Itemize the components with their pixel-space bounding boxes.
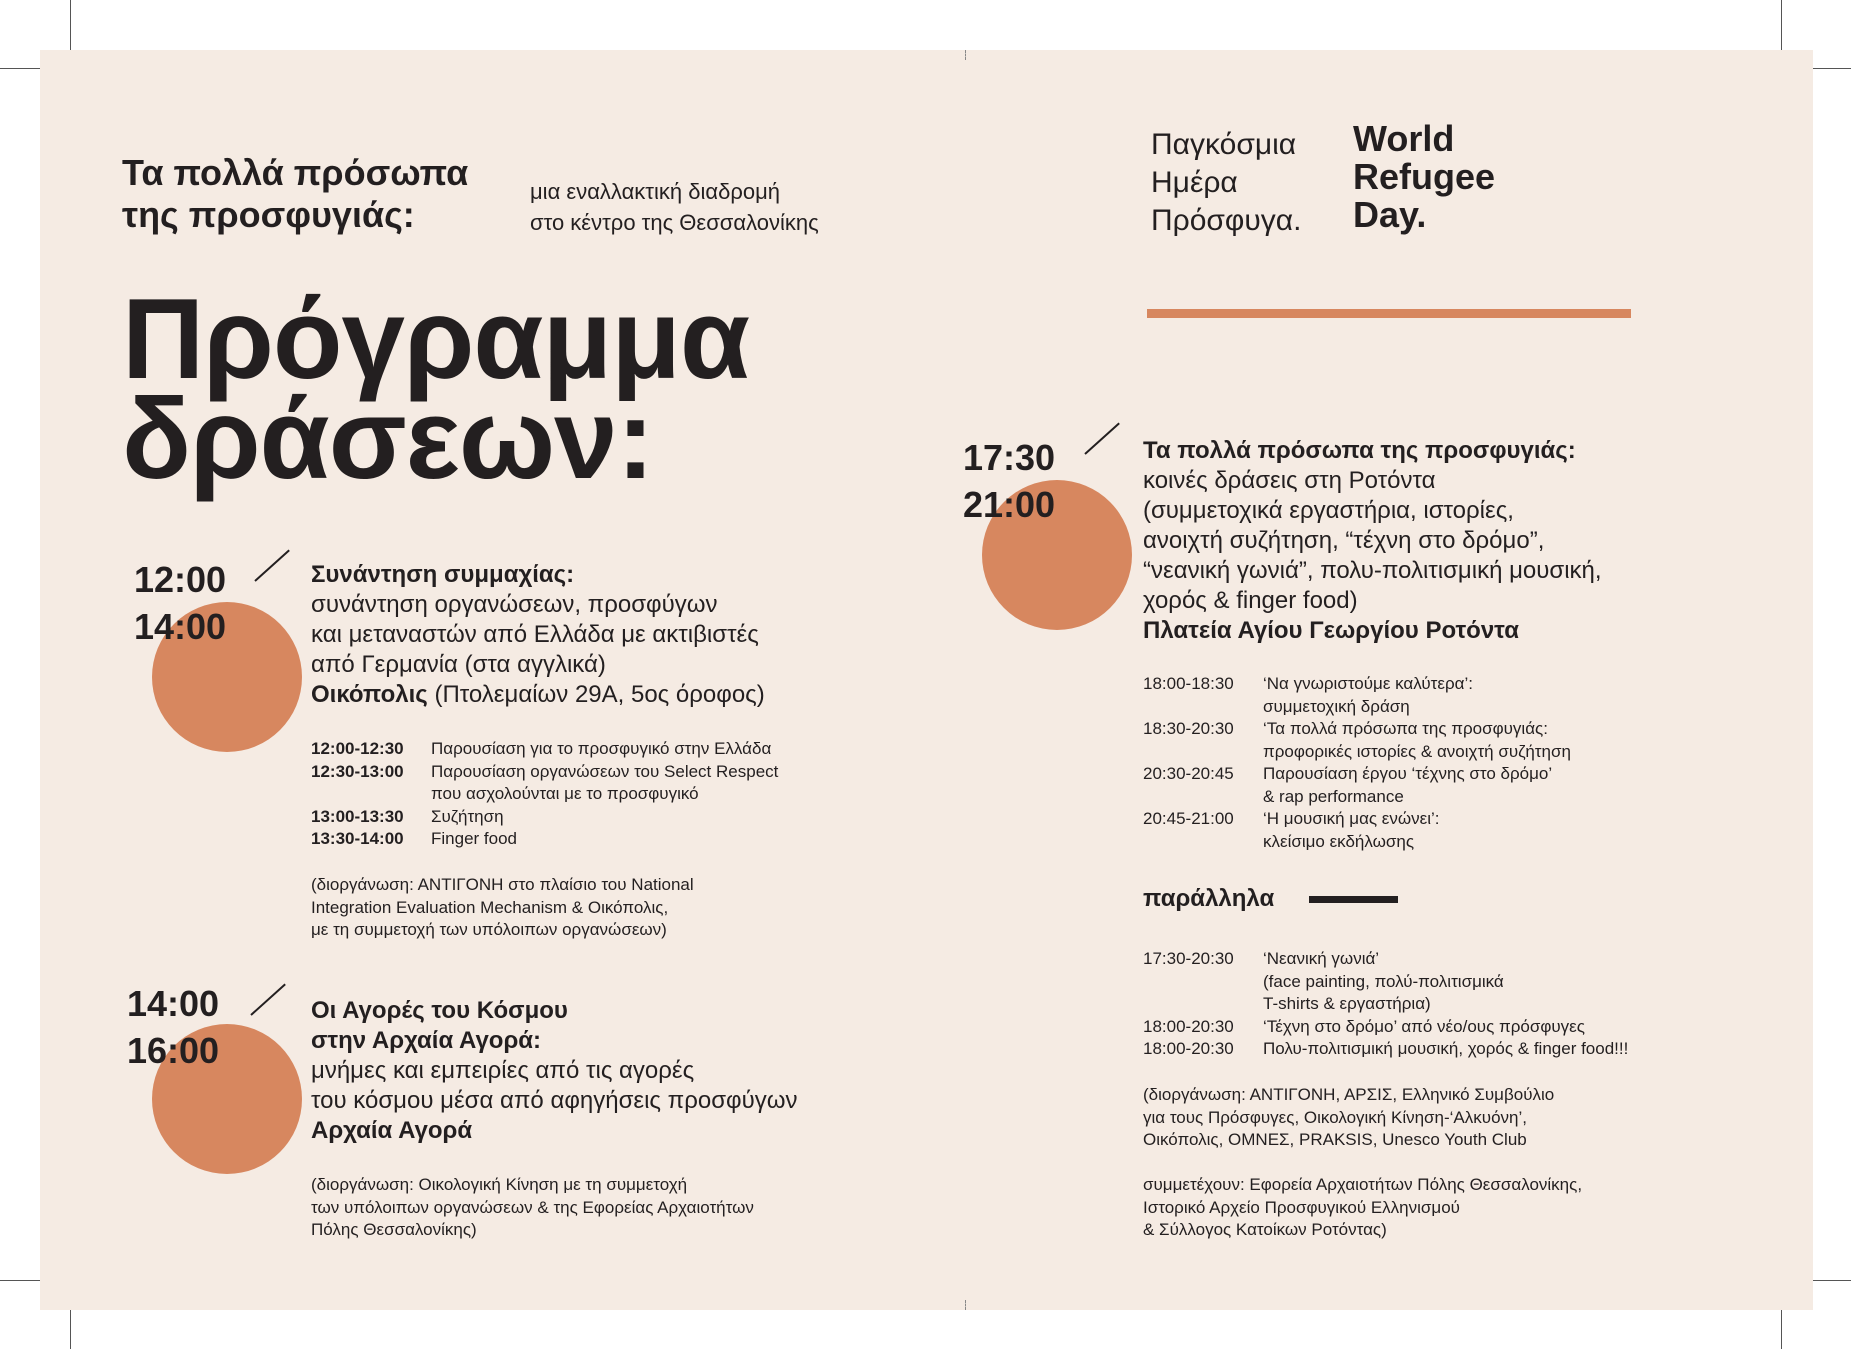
schedule-row <box>1143 786 1703 809</box>
event1-venue <box>311 680 871 710</box>
schedule-row <box>1143 948 1763 971</box>
parallel-organizers <box>1143 1084 1763 1152</box>
event3-details <box>1143 436 1663 646</box>
event2-title: στην Αρχαία Αγορά: <box>311 1027 542 1054</box>
brand-greek <box>1151 126 1301 240</box>
schedule-time <box>311 783 431 806</box>
program-title-line: Πρόγραμμα <box>122 276 750 403</box>
organizers-line: (διοργάνωση: Οικολογική Κίνηση με τη συμμετοχή <box>311 1175 688 1194</box>
event3-line: “νεανική γωνιά”, πολυ-πολιτισμική μουσική, <box>1143 557 1602 584</box>
program-title-line: δράσεων: <box>122 376 654 503</box>
schedule-time <box>1143 971 1263 994</box>
event2-organizers <box>311 1174 891 1242</box>
schedule-row <box>1143 696 1703 719</box>
organizers-line: (διοργάνωση: ΑΝΤΙΓΟΝΗ, ΑΡΣΙΣ, Ελληνικό Συμβούλιο <box>1143 1085 1555 1104</box>
event1-schedule <box>311 738 871 851</box>
schedule-time <box>1143 696 1263 719</box>
schedule-desc: Παρουσίαση οργανώσεων του Select Respect <box>431 761 779 781</box>
event3-title: Τα πολλά πρόσωπα της προσφυγιάς: <box>1143 437 1576 464</box>
crop-mark <box>70 0 71 55</box>
schedule-row <box>1143 1016 1763 1039</box>
fold-mark <box>965 50 966 60</box>
schedule-time: 18:00-20:30 <box>1143 1016 1234 1036</box>
event3-schedule <box>1143 673 1703 853</box>
event2-title: Οι Αγορές του Κόσμου <box>311 997 568 1024</box>
schedule-row <box>1143 763 1703 786</box>
parallel-bar <box>1309 896 1398 903</box>
schedule-row <box>1143 993 1763 1016</box>
schedule-time: 20:30-20:45 <box>1143 764 1234 783</box>
event1-organizers <box>311 874 871 942</box>
time-start: 14:00 <box>127 983 220 1024</box>
schedule-desc: Παρουσίαση για το προσφυγικό στην Ελλάδα <box>431 739 772 758</box>
brand-english <box>1353 120 1495 234</box>
crop-mark <box>1781 0 1782 55</box>
header-subtitle-line: μια εναλλακτική διαδρομή <box>530 179 780 204</box>
schedule-time <box>1143 786 1263 809</box>
event1-line: από Γερμανία (στα αγγλικά) <box>311 651 606 678</box>
schedule-time <box>1143 993 1263 1016</box>
schedule-row <box>1143 673 1703 696</box>
parallel-label: παράλληλα <box>1143 885 1275 912</box>
schedule-time <box>1143 831 1263 854</box>
schedule-row <box>311 761 871 784</box>
event3-line: κοινές δράσεις στη Ροτόντα <box>1143 467 1436 494</box>
event1-time <box>134 556 226 650</box>
schedule-desc: ‘Νεανική γωνιά’ <box>1263 949 1380 968</box>
schedule-time: 12:00-12:30 <box>311 739 404 758</box>
schedule-time: 17:30-20:30 <box>1143 949 1234 968</box>
fold-mark <box>965 1300 966 1310</box>
schedule-time: 18:30-20:30 <box>1143 719 1234 738</box>
schedule-desc: που ασχολούνται με το προσφυγικό <box>431 784 699 803</box>
organizers-line: για τους Πρόσφυγες, Οικολογική Κίνηση-‘Αλκυόνη’, <box>1143 1107 1527 1127</box>
event2-venue: Αρχαία Αγορά <box>311 1117 473 1144</box>
event2-details <box>311 996 891 1146</box>
schedule-desc: T-shirts & εργαστήρια) <box>1263 994 1431 1013</box>
schedule-desc: ‘Η μουσική μας ενώνει’: <box>1263 809 1440 828</box>
schedule-time: 12:30-13:00 <box>311 761 404 781</box>
schedule-row <box>311 828 871 851</box>
schedule-desc: (face painting, πολύ-πολιτισμικά <box>1263 971 1504 991</box>
schedule-row <box>1143 718 1703 741</box>
brochure-sheet <box>40 50 1813 1310</box>
event3-venue: Πλατεία Αγίου Γεωργίου Ροτόντα <box>1143 617 1519 644</box>
slash-decoration <box>1084 422 1120 454</box>
time-end: 16:00 <box>127 1030 220 1071</box>
header-title <box>122 152 468 236</box>
organizers-line: με τη συμμετοχή των υπόλοιπων οργανώσεων) <box>311 920 667 939</box>
schedule-desc: Συζήτηση <box>431 806 504 826</box>
event3-time <box>963 434 1055 528</box>
brand-greek-line: Πρόσφυγα. <box>1151 204 1302 237</box>
organizers-line: Οικόπολις, ΟΜΝΕΣ, PRAKSIS, Unesco Youth Club <box>1143 1130 1527 1149</box>
header-subtitle <box>530 176 819 238</box>
parallel-participants <box>1143 1174 1763 1242</box>
schedule-desc: ‘Τα πολλά πρόσωπα της προσφυγιάς: <box>1263 719 1548 738</box>
brand-greek-line: Ημέρα <box>1151 166 1238 199</box>
parallel-schedule <box>1143 948 1763 1061</box>
header-title-line: Τα πολλά πρόσωπα <box>122 152 469 193</box>
schedule-time: 13:30-14:00 <box>311 829 404 848</box>
schedule-desc: προφορικές ιστορίες & ανοιχτή συζήτηση <box>1263 741 1571 761</box>
participants-line: & Σύλλογος Κατοίκων Ροτόντας) <box>1143 1220 1387 1239</box>
schedule-desc: κλείσιμο εκδήλωσης <box>1263 831 1415 851</box>
participants-line: Ιστορικό Αρχείο Προσφυγικού Ελληνισμού <box>1143 1197 1460 1217</box>
time-start: 12:00 <box>134 559 227 600</box>
organizers-line: των υπόλοιπων οργανώσεων & της Εφορείας Αρχαιοτήτων <box>311 1197 754 1217</box>
schedule-row <box>1143 971 1763 994</box>
event3-line: ανοιχτή συζήτηση, “τέχνη στο δρόμο”, <box>1143 527 1545 554</box>
organizers-line: Integration Evaluation Mechanism & Οικόπολις, <box>311 897 669 917</box>
schedule-desc: Παρουσίαση έργου ‘τέχνης στο δρόμο’ <box>1263 764 1553 783</box>
schedule-desc: συμμετοχική δράση <box>1263 696 1410 716</box>
slash-decoration <box>250 983 286 1015</box>
schedule-desc: ‘Τέχνη στο δρόμο’ από νέο/ους πρόσφυγες <box>1263 1016 1585 1036</box>
schedule-row <box>311 806 871 829</box>
event1-line: συνάντηση οργανώσεων, προσφύγων <box>311 591 718 618</box>
schedule-desc: Πολυ-πολιτισμική μουσική, χορός & finger food!!! <box>1263 1039 1629 1058</box>
time-end: 14:00 <box>134 606 227 647</box>
event1-venue-name: Οικόπολις <box>311 681 428 708</box>
brand-greek-line: Παγκόσμια <box>1151 128 1297 161</box>
brand-english-line: Day. <box>1353 194 1427 235</box>
schedule-time: 18:00-20:30 <box>1143 1039 1234 1058</box>
event1-line: και μεταναστών από Ελλάδα με ακτιβιστές <box>311 621 759 648</box>
slash-decoration <box>254 549 290 581</box>
accent-bar <box>1147 309 1631 318</box>
schedule-time: 18:00-18:30 <box>1143 674 1234 693</box>
schedule-desc: Finger food <box>431 829 517 848</box>
schedule-desc: ‘Να γνωριστούμε καλύτερα’: <box>1263 674 1473 693</box>
time-end: 21:00 <box>963 484 1056 525</box>
organizers-line: Πόλης Θεσσαλονίκης) <box>311 1220 477 1239</box>
organizers-line: (διοργάνωση: ΑΝΤΙΓΟΝΗ στο πλαίσιο του National <box>311 875 694 894</box>
schedule-row <box>1143 831 1703 854</box>
schedule-time: 20:45-21:00 <box>1143 809 1234 828</box>
event1-venue-address: (Πτολεμαίων 29Α, 5ος όροφος) <box>427 681 765 708</box>
event1-title: Συνάντηση συμμαχίας: <box>311 561 575 588</box>
participants-line: συμμετέχουν: Εφορεία Αρχαιοτήτων Πόλης Θεσσαλονίκης, <box>1143 1175 1583 1194</box>
schedule-time <box>1143 741 1263 764</box>
header-title-line: της προσφυγιάς: <box>122 194 415 235</box>
schedule-time: 13:00-13:30 <box>311 806 404 826</box>
event3-line: χορός & finger food) <box>1143 587 1358 614</box>
brand-english-line: World <box>1353 118 1455 159</box>
schedule-desc: & rap performance <box>1263 786 1404 806</box>
time-start: 17:30 <box>963 437 1056 478</box>
event2-line: μνήμες και εμπειρίες από τις αγορές <box>311 1057 695 1084</box>
schedule-row <box>311 738 871 761</box>
schedule-row <box>1143 741 1703 764</box>
program-title <box>122 276 750 503</box>
event2-time <box>127 980 219 1074</box>
brand-english-line: Refugee <box>1353 156 1496 197</box>
schedule-row <box>1143 808 1703 831</box>
schedule-row <box>1143 1038 1763 1061</box>
schedule-row <box>311 783 871 806</box>
event3-line: (συμμετοχικά εργαστήρια, ιστορίες, <box>1143 497 1514 524</box>
event1-details <box>311 560 871 710</box>
header-subtitle-line: στο κέντρο της Θεσσαλονίκης <box>530 210 819 235</box>
event2-line: του κόσμου μέσα από αφηγήσεις προσφύγων <box>311 1087 798 1114</box>
